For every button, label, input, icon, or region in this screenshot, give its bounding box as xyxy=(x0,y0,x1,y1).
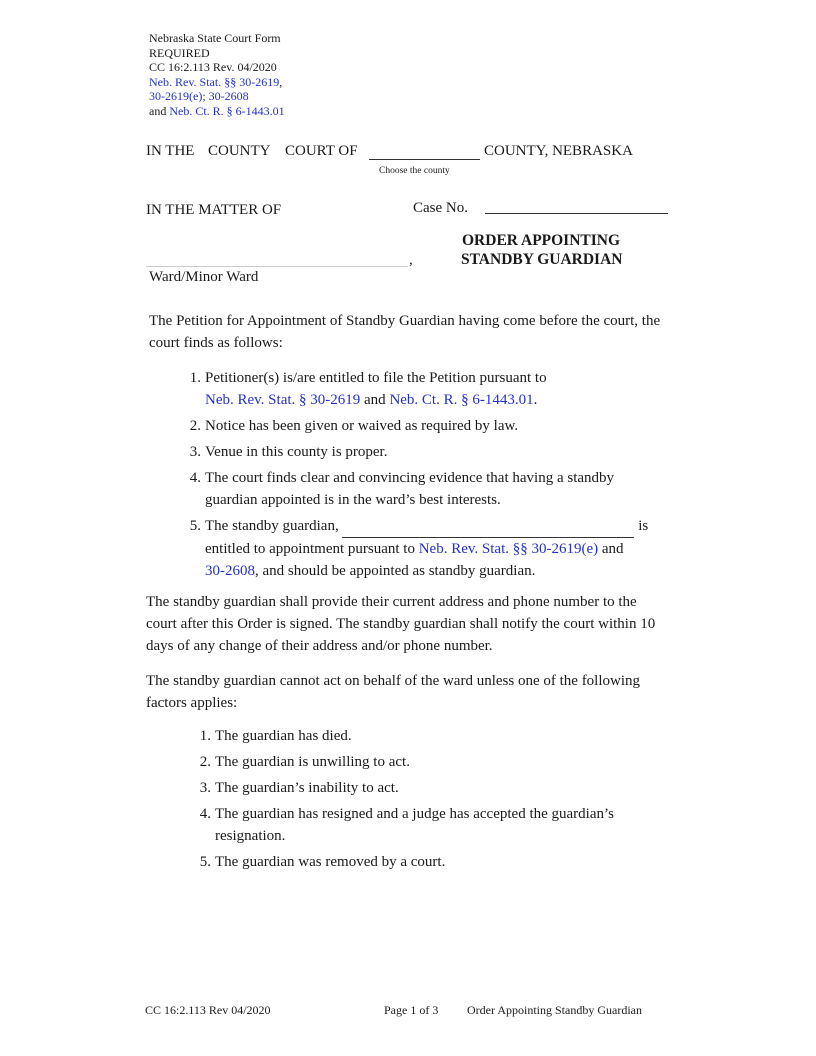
finding-item: 3 . Venue in this county is proper. xyxy=(205,441,667,463)
statute-link-30-2608[interactable]: 30-2608 xyxy=(205,563,255,579)
statute-link-30-2619[interactable]: Neb. Rev. Stat. §§ 30-2619 xyxy=(149,74,280,89)
header-required: REQUIRED xyxy=(149,45,210,60)
factors-list xyxy=(199,725,665,873)
factor-item: 4 . The guardian has resigned and a judge has accepted the guardian’s resignation. xyxy=(215,803,665,847)
ward-label: Ward/Minor Ward xyxy=(149,269,259,285)
statute-link-30-2619[interactable]: Neb. Rev. Stat. § 30-2619 xyxy=(205,392,361,408)
factor-item: 1 . The guardian has died. xyxy=(215,725,665,747)
footer-form-id: CC 16:2.113 Rev 04/2020 xyxy=(145,1003,271,1017)
statute-link-30-2619e[interactable]: 30-2619(e) xyxy=(149,89,203,104)
finding-item: 1 . Petitioner(s) is/are entitled to file the Petition pursuant to Neb. Rev. Stat. § 30-2619 and Neb. Ct. R. § 6-1443.01. xyxy=(205,367,667,411)
ward-comma: , xyxy=(409,252,413,268)
county-nebraska-label: COUNTY, NEBRASKA xyxy=(484,143,633,159)
order-title-line2: STANDBY GUARDIAN xyxy=(461,251,623,268)
factor-item: 3 . The guardian’s inability to act. xyxy=(215,777,665,799)
finding-item: 2 . Notice has been given or waived as required by law. xyxy=(205,415,667,437)
case-number-label: Case No. xyxy=(413,200,468,216)
footer-title: Order Appointing Standby Guardian xyxy=(467,1003,642,1017)
standby-guardian-name-field[interactable] xyxy=(342,515,634,538)
form-header xyxy=(149,31,285,119)
factor-item: 2 . The guardian is unwilling to act. xyxy=(215,751,665,773)
address-paragraph: The standby guardian shall provide their current address and phone number to the court after this Order is signed. The standby guardian shall notify the court within 10 days of any change of their address and/or phone number. xyxy=(146,594,656,654)
court-rule-link[interactable]: Neb. Ct. R. § 6-1443.01 xyxy=(169,103,285,118)
county-name-field[interactable] xyxy=(369,159,480,160)
case-number-field[interactable] xyxy=(485,213,668,214)
header-form-name: Nebraska State Court Form xyxy=(149,31,281,45)
court-in-the: IN THE xyxy=(146,143,195,159)
findings-list xyxy=(189,367,667,582)
header-rule-line: and Neb. Ct. R. § 6-1443.01 xyxy=(149,103,285,118)
footer-page-number: Page 1 of 3 xyxy=(384,1003,439,1017)
court-of-label: COURT OF xyxy=(285,143,358,159)
court-county-dropdown[interactable]: COUNTY xyxy=(208,143,271,159)
header-statute-line: Neb. Rev. Stat. §§ 30-2619, xyxy=(149,74,283,89)
statute-link-30-2608[interactable]: 30-2608 xyxy=(208,89,249,104)
finding-item: 4 . The court finds clear and convincing evidence that having a standby guardian appointed is in the ward’s best interests. xyxy=(205,467,655,511)
header-form-id: CC 16:2.113 Rev. 04/2020 xyxy=(149,60,277,75)
factor-item: 5 . The guardian was removed by a court. xyxy=(215,851,665,873)
intro-paragraph: The Petition for Appointment of Standby Guardian having come before the court, the court finds as follows: xyxy=(149,313,661,351)
court-rule-link[interactable]: Neb. Ct. R. § 6-1443.01 xyxy=(389,392,534,408)
choose-county-hint: Choose the county xyxy=(379,166,450,176)
order-title-line1: ORDER APPOINTING xyxy=(462,232,621,249)
cannot-act-paragraph: The standby guardian cannot act on behalf of the ward unless one of the following factors applies: xyxy=(146,673,641,711)
statute-link-30-2619e[interactable]: Neb. Rev. Stat. §§ 30-2619(e) xyxy=(418,541,599,557)
matter-label: IN THE MATTER OF xyxy=(146,202,282,218)
header-statute-line-2: 30-2619(e); 30-2608 xyxy=(149,89,249,104)
finding-item: 5 . The standby guardian, is entitled to appointment pursuant to Neb. Rev. Stat. §§ 30-2619(e) and 30-2608, and should be appointed as standby guardian. xyxy=(205,515,667,582)
